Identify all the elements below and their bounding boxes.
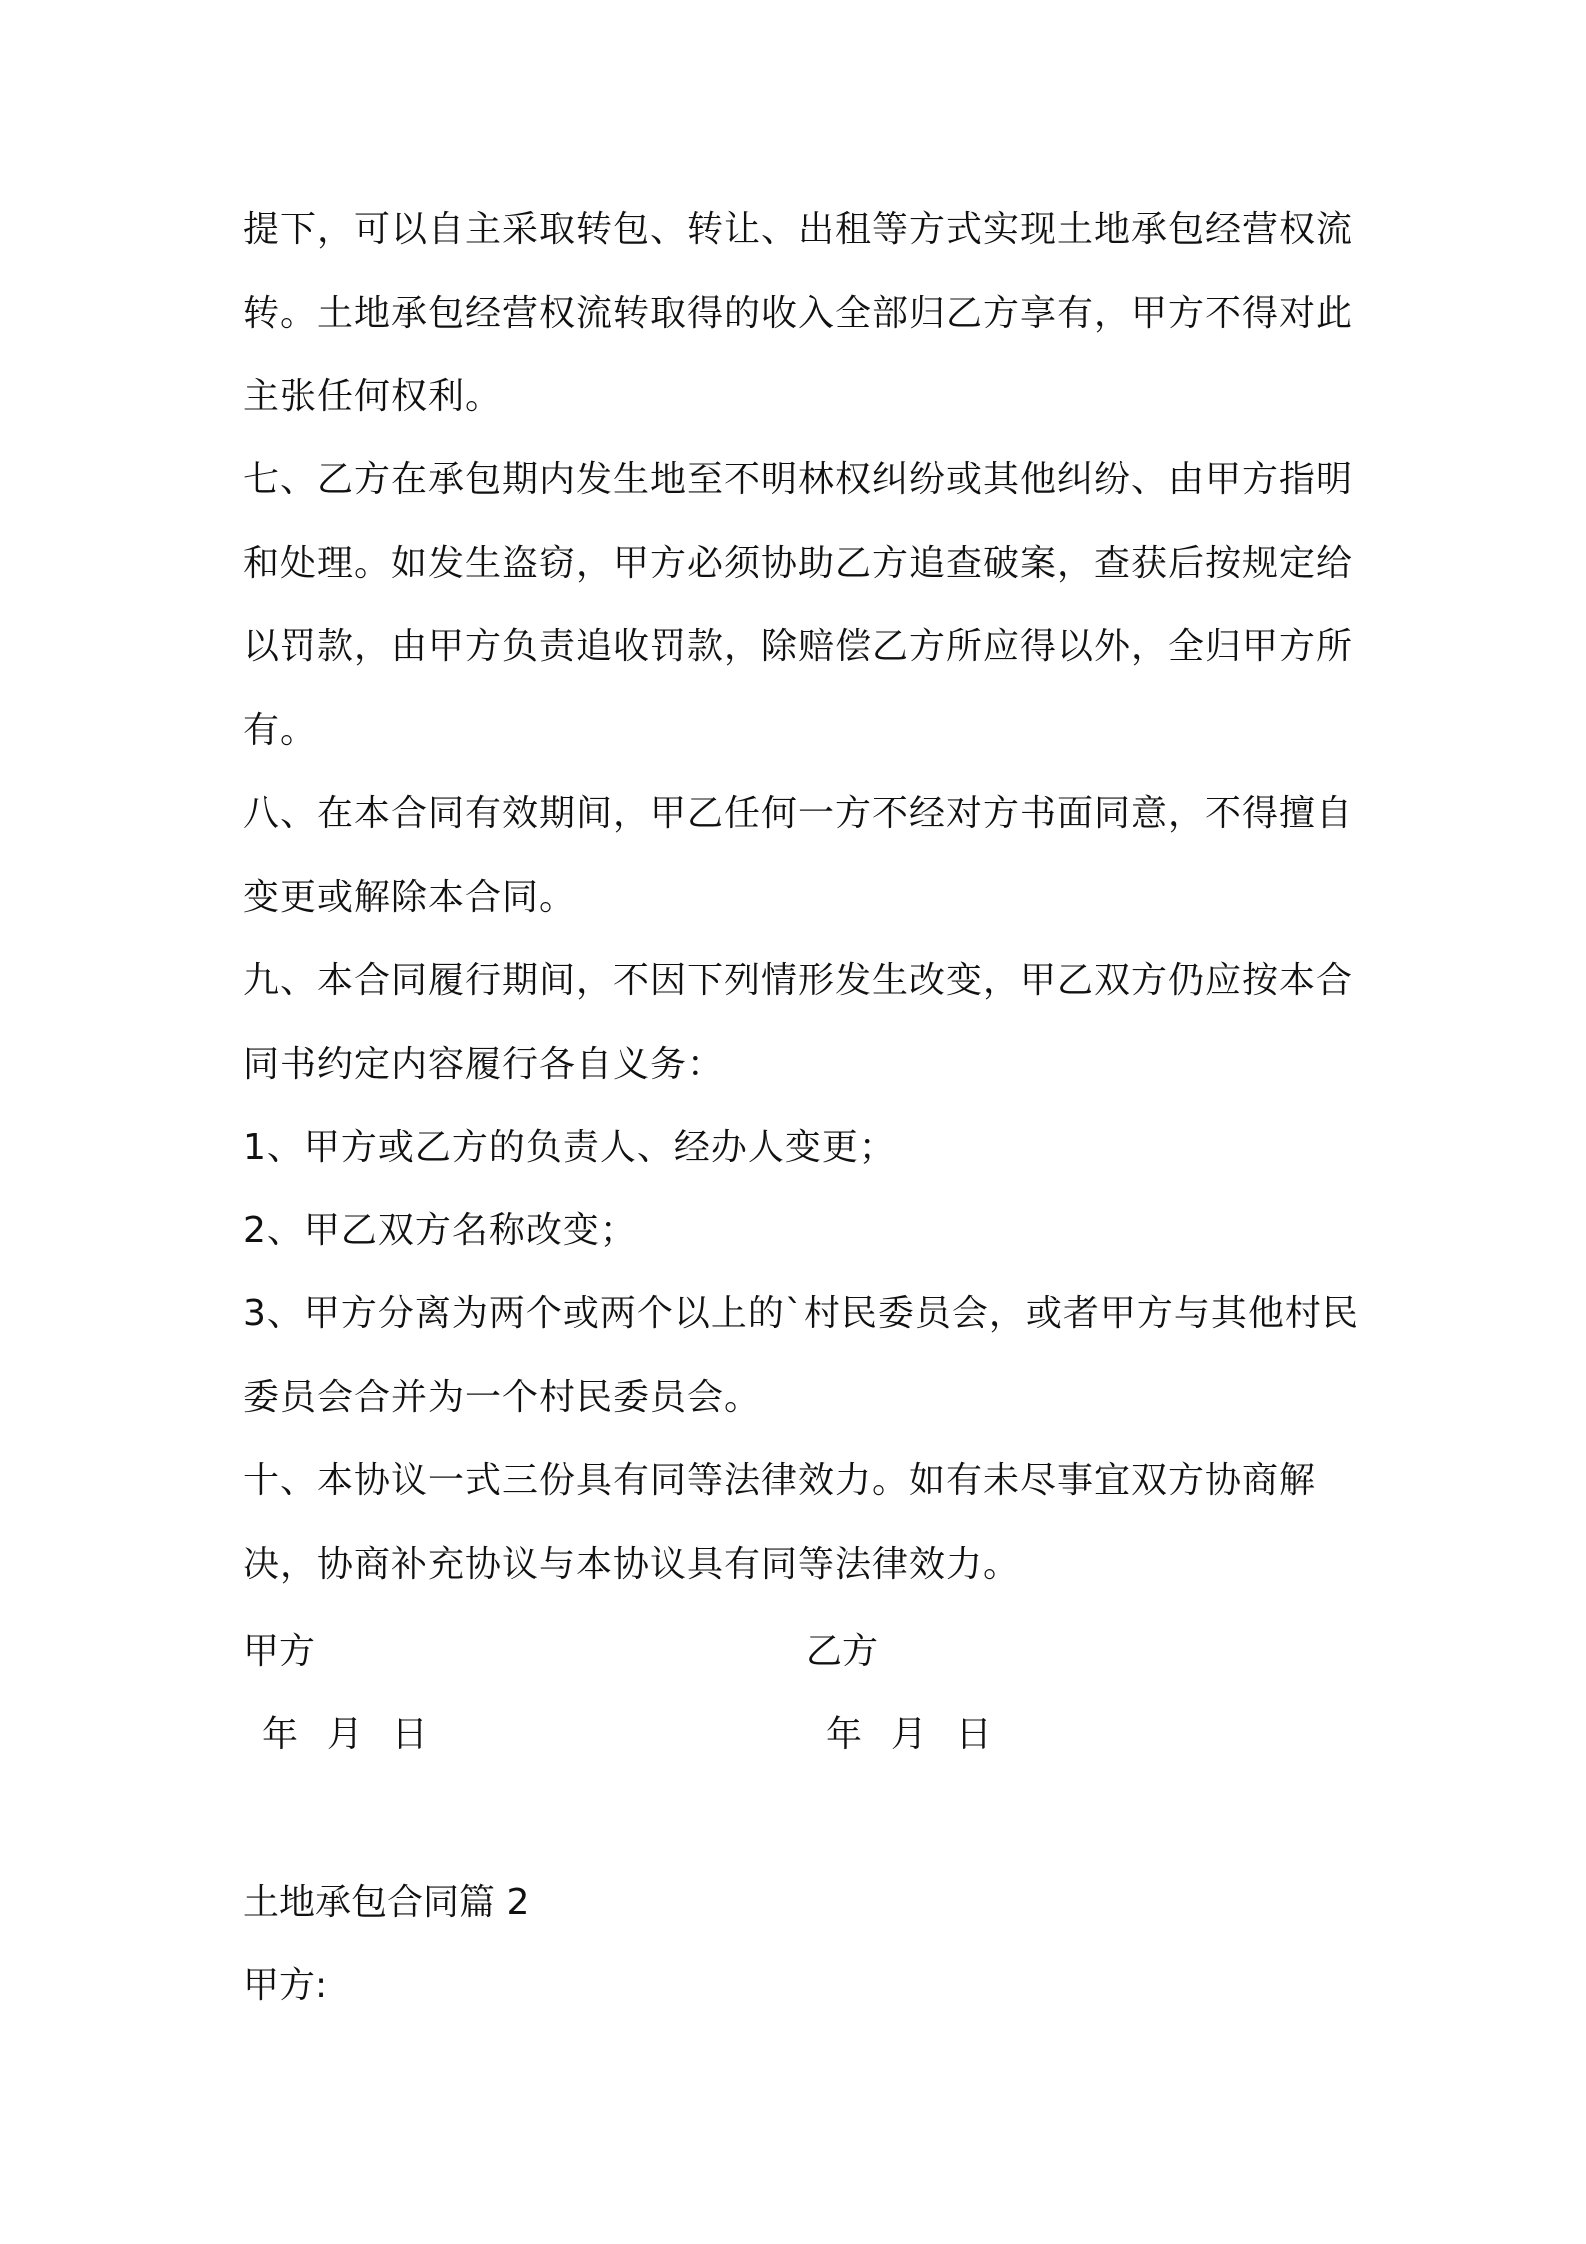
date-party-b: 年 月 日: [826, 1714, 994, 1755]
paragraph-transfer-rights: 提下，可以自主采取转包、转让、出租等方式实现土地承包经营权流转。土地承包经营权流转取得的收入全部归乙方享有，甲方不得对此主张任何权利。: [243, 209, 1354, 417]
paragraph-clause-9: 九、本合同履行期间，不因下列情形发生改变，甲乙双方仍应按本合同书约定内容履行各自义务：: [243, 960, 1354, 1085]
list-item-1: 1、甲方或乙方的负责人、经办人变更；: [243, 1127, 896, 1168]
signature-party-b: 乙方: [806, 1631, 879, 1672]
section-title: 土地承包合同篇 2: [243, 1882, 530, 1923]
paragraph-clause-8: 八、在本合同有效期间，甲乙任何一方不经对方书面同意，不得擅自变更或解除本合同。: [243, 793, 1354, 918]
paragraph-clause-7: 七、乙方在承包期内发生地至不明林权纠纷或其他纠纷、由甲方指明和处理。如发生盗窃，甲方必须协助乙方追查破案，查获后按规定给以罚款，由甲方负责追收罚款，除赔偿乙方所应得以外，全归甲方所有。: [243, 459, 1354, 751]
list-item-2: 2、甲乙双方名称改变；: [243, 1210, 637, 1251]
signature-party-a: 甲方: [243, 1631, 316, 1672]
list-item-3: 3、甲方分离为两个或两个以上的`村民委员会，或者甲方与其他村民委员会合并为一个村民委员会。: [243, 1293, 1359, 1418]
paragraph-clause-10: 十、本协议一式三份具有同等法律效力。如有未尽事宜双方协商解决，协商补充协议与本协议具有同等法律效力。: [243, 1460, 1317, 1585]
party-a-label: 甲方:: [243, 1965, 328, 2006]
date-party-a: 年 月 日: [262, 1714, 430, 1755]
